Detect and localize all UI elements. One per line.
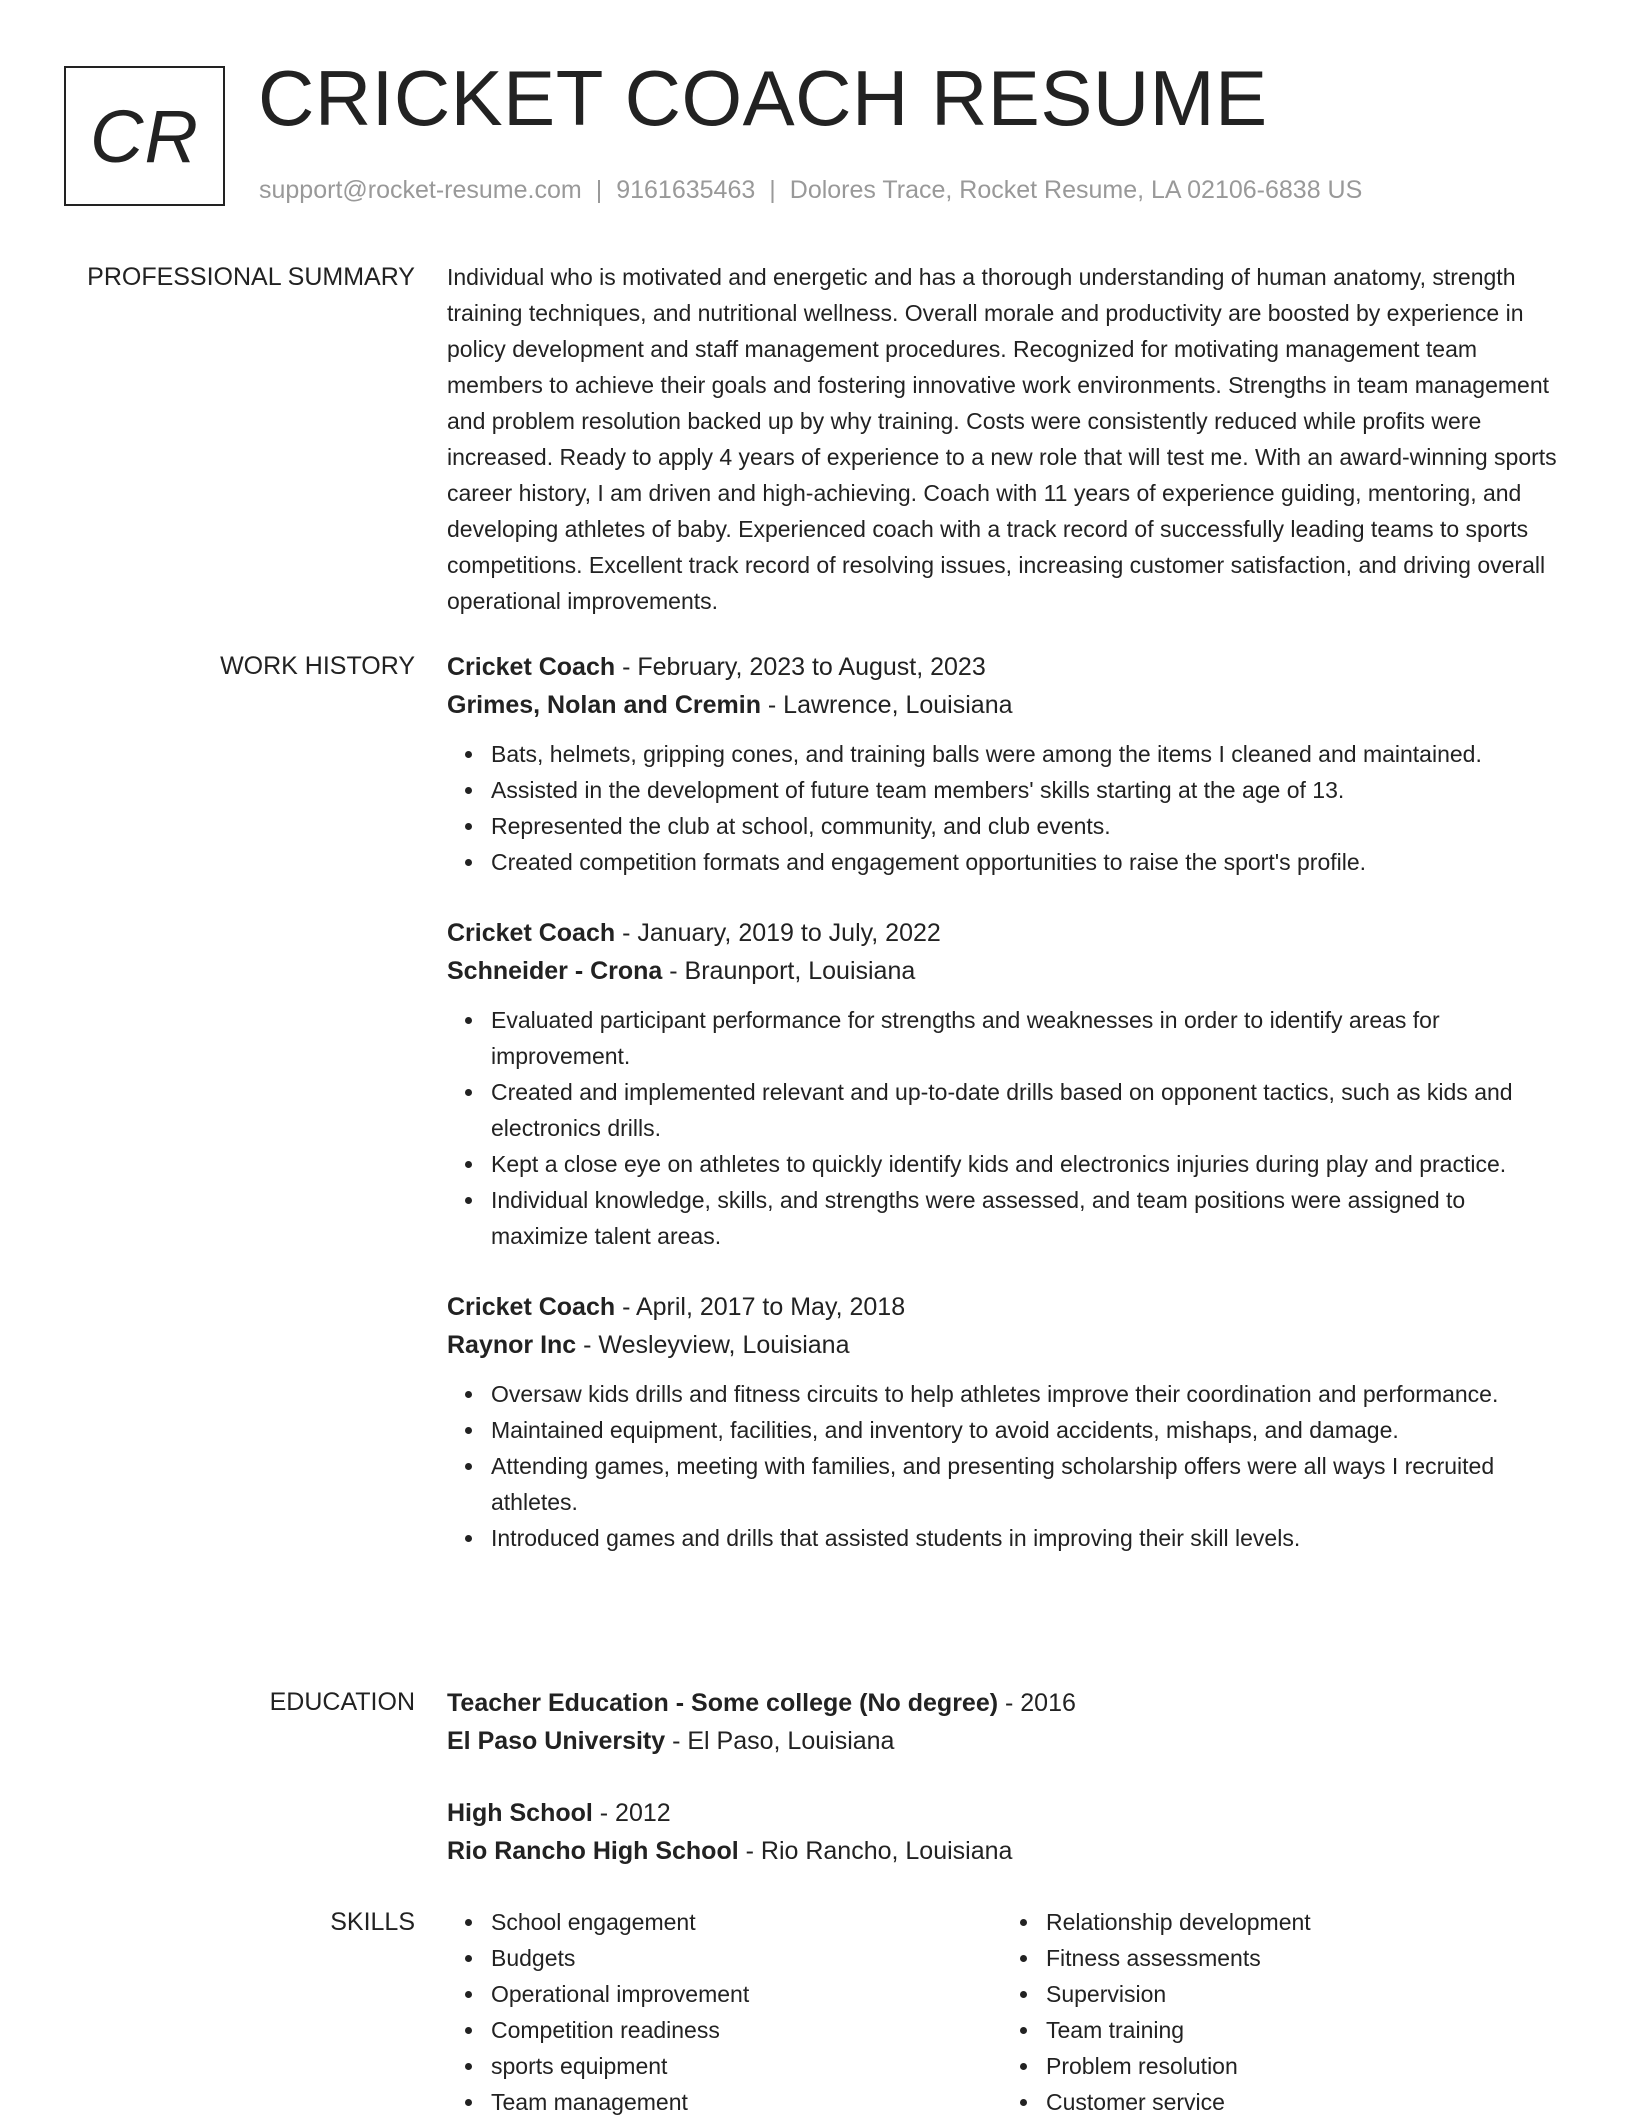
job-company-line bbox=[447, 1326, 1557, 1364]
job-entry bbox=[447, 1288, 1557, 1556]
education-year: - 2012 bbox=[592, 1799, 671, 1827]
job-entry bbox=[447, 648, 1557, 880]
education-degree: High School bbox=[447, 1799, 593, 1827]
education-year: - 2016 bbox=[998, 1689, 1076, 1717]
job-dates: - February, 2023 to August, 2023 bbox=[615, 653, 986, 681]
job-bullets bbox=[447, 736, 1557, 880]
education-location: - Rio Rancho, Louisiana bbox=[738, 1837, 1013, 1865]
job-title: Cricket Coach bbox=[447, 1293, 616, 1321]
skill-item: Operational improvement bbox=[491, 1976, 1002, 2012]
job-title-line bbox=[447, 648, 1557, 686]
job-title: Cricket Coach bbox=[447, 653, 616, 681]
skill-item: Relationship development bbox=[1046, 1904, 1557, 1940]
job-location: - Braunport, Louisiana bbox=[662, 957, 916, 985]
summary-text: Individual who is motivated and energetic and has a thorough understanding of human anatomy, strength training techniques, and nutritional wellness. Overall morale and productivity are boosted by experience in policy development and staff management procedures. Recognized for motivating management team members to achieve their goals and fostering innovative work environments. Strengths in team management and problem resolution backed up by why training. Costs were consistently reduced while profits were increased. Ready to apply 4 years of experience to a new role that will test me. With an award-winning sports career history, I am driven and high-achieving. Coach with 11 years of experience guiding, mentoring, and developing athletes of baby. Experienced coach with a track record of successfully leading teams to sports competitions. Excellent track record of resolving issues, increasing customer satisfaction, and driving overall operational improvements. bbox=[447, 264, 1557, 614]
resume-title: CRICKET COACH RESUME bbox=[258, 54, 1268, 142]
education-degree-line bbox=[447, 1684, 1557, 1722]
skill-item: Fitness assessments bbox=[1046, 1940, 1557, 1976]
job-location: - Lawrence, Louisiana bbox=[760, 691, 1013, 719]
skill-item: Team training bbox=[1046, 2012, 1557, 2048]
education-entry bbox=[447, 1684, 1557, 1760]
skill-item: Budgets bbox=[491, 1940, 1002, 1976]
job-bullet: Created competition formats and engagement opportunities to raise the sport's profile. bbox=[491, 844, 1557, 880]
job-bullet: Maintained equipment, facilities, and inventory to avoid accidents, mishaps, and damage. bbox=[491, 1412, 1557, 1448]
contact-separator: | bbox=[769, 176, 776, 204]
education-degree: Teacher Education - Some college (No degree) bbox=[447, 1689, 999, 1717]
job-title-line bbox=[447, 1288, 1557, 1326]
job-bullet: Represented the club at school, community, and club events. bbox=[491, 808, 1557, 844]
skill-item: School engagement bbox=[491, 1904, 1002, 1940]
contact-separator: | bbox=[595, 176, 603, 204]
job-dates: - April, 2017 to May, 2018 bbox=[615, 1293, 906, 1321]
job-bullets bbox=[447, 1376, 1557, 1556]
job-dates: - January, 2019 to July, 2022 bbox=[615, 919, 941, 947]
job-bullet: Attending games, meeting with families, and presenting scholarship offers were all ways I recruited athletes. bbox=[491, 1448, 1557, 1520]
job-company: Grimes, Nolan and Cremin bbox=[447, 691, 761, 719]
section-label-skills: SKILLS bbox=[330, 1908, 415, 1936]
monogram-initials: CR bbox=[90, 94, 199, 178]
skills-columns bbox=[447, 1904, 1557, 2120]
job-company-line bbox=[447, 686, 1557, 724]
job-bullet: Individual knowledge, skills, and strengths were assessed, and team positions were assigned to maximize talent areas. bbox=[491, 1182, 1557, 1254]
education-school-line bbox=[447, 1722, 1557, 1760]
job-bullet: Evaluated participant performance for strengths and weaknesses in order to identify areas for improvement. bbox=[491, 1002, 1557, 1074]
education-school: El Paso University bbox=[447, 1727, 666, 1755]
skills-column-left bbox=[447, 1904, 1002, 2120]
job-entry bbox=[447, 914, 1557, 1254]
education-entry bbox=[447, 1794, 1557, 1870]
job-company: Schneider - Crona bbox=[447, 957, 663, 985]
skill-item: Supervision bbox=[1046, 1976, 1557, 2012]
education-degree-line bbox=[447, 1794, 1557, 1832]
job-location: - Wesleyview, Louisiana bbox=[576, 1331, 850, 1359]
skills-body bbox=[447, 1904, 1557, 2120]
job-bullet: Introduced games and drills that assisted students in improving their skill levels. bbox=[491, 1520, 1557, 1556]
job-bullets bbox=[447, 1002, 1557, 1254]
job-bullet: Assisted in the development of future team members' skills starting at the age of 13. bbox=[491, 772, 1557, 808]
skill-item: Problem resolution bbox=[1046, 2048, 1557, 2084]
contact-email: support@rocket-resume.com bbox=[259, 176, 582, 204]
job-company: Raynor Inc bbox=[447, 1331, 577, 1359]
skill-item: Team management bbox=[491, 2084, 1002, 2120]
education-school-line bbox=[447, 1832, 1557, 1870]
job-company-line bbox=[447, 952, 1557, 990]
section-label-education: EDUCATION bbox=[269, 1688, 415, 1716]
section-label-summary: PROFESSIONAL SUMMARY bbox=[87, 263, 415, 291]
job-bullet: Oversaw kids drills and fitness circuits to help athletes improve their coordination and performance. bbox=[491, 1376, 1557, 1412]
education-body bbox=[447, 1684, 1557, 1904]
contact-address: Dolores Trace, Rocket Resume, LA 02106-6838 US bbox=[789, 176, 1363, 204]
contact-line bbox=[259, 176, 1362, 205]
job-title-line bbox=[447, 914, 1557, 952]
job-bullet: Bats, helmets, gripping cones, and training balls were among the items I cleaned and maintained. bbox=[491, 736, 1557, 772]
work-history-body bbox=[447, 648, 1557, 1590]
skill-item: Competition readiness bbox=[491, 2012, 1002, 2048]
education-location: - El Paso, Louisiana bbox=[665, 1727, 895, 1755]
skill-item: Customer service bbox=[1046, 2084, 1557, 2120]
job-bullet: Kept a close eye on athletes to quickly identify kids and electronics injuries during play and practice. bbox=[491, 1146, 1557, 1182]
job-title: Cricket Coach bbox=[447, 919, 616, 947]
section-label-work-history: WORK HISTORY bbox=[220, 652, 415, 680]
contact-phone: 9161635463 bbox=[616, 176, 756, 204]
job-bullet: Created and implemented relevant and up-to-date drills based on opponent tactics, such as kids and electronics drills. bbox=[491, 1074, 1557, 1146]
education-school: Rio Rancho High School bbox=[447, 1837, 739, 1865]
monogram-box bbox=[64, 66, 225, 206]
skills-column-right bbox=[1002, 1904, 1557, 2120]
skill-item: sports equipment bbox=[491, 2048, 1002, 2084]
